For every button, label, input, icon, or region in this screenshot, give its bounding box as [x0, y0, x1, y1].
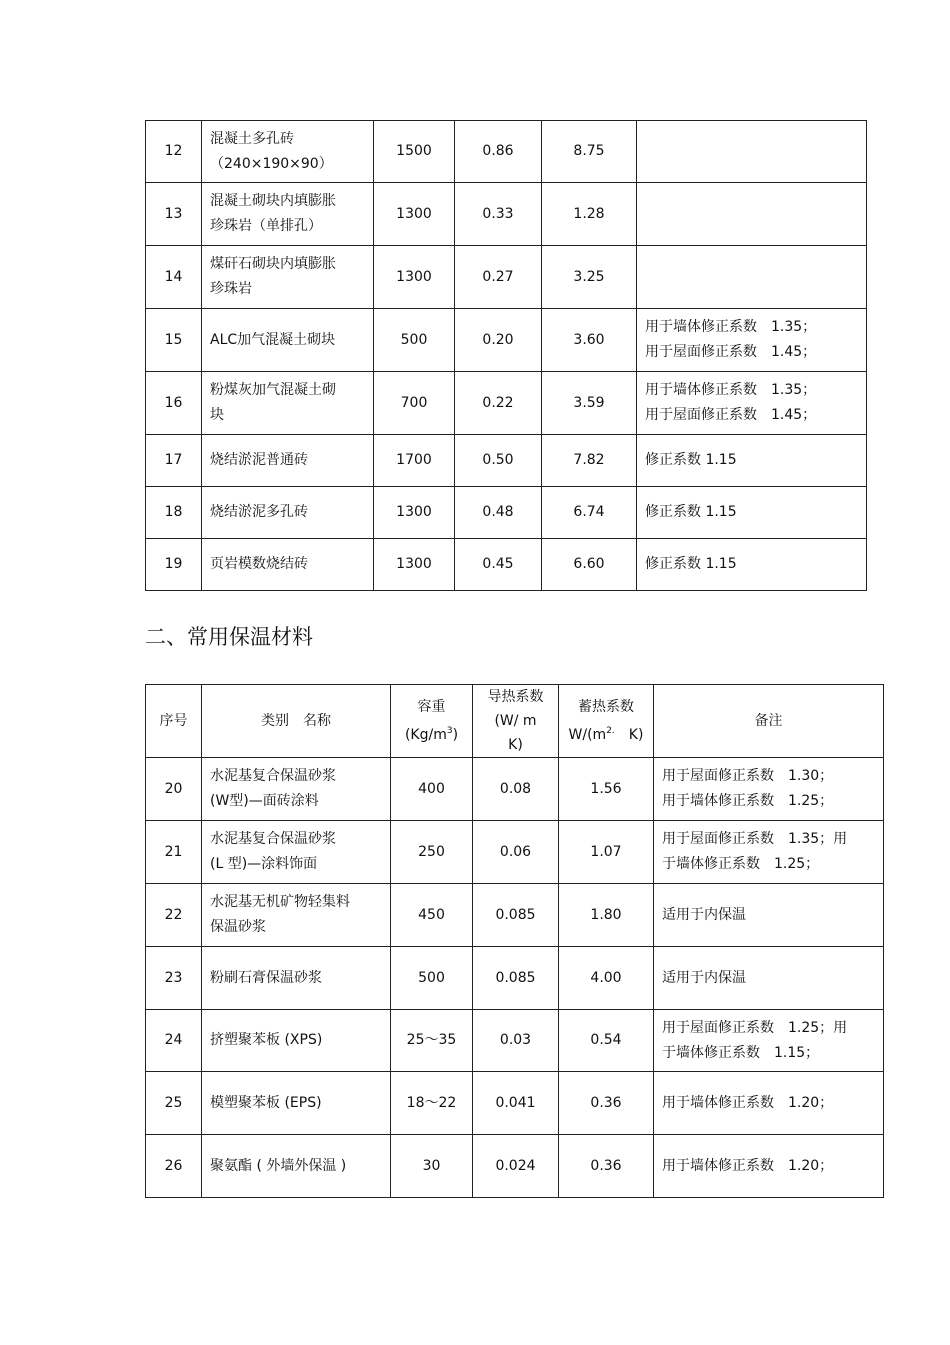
conductivity-value: 0.041: [473, 1072, 559, 1135]
storage-value: 6.60: [542, 539, 637, 591]
header-conductivity-unit: (W/ m K): [494, 713, 551, 753]
material-name: ALC加气混凝土砌块: [202, 309, 374, 372]
row-number: 21: [146, 821, 202, 884]
material-name: 烧结淤泥多孔砖: [202, 487, 374, 539]
note-text: 适用于内保温: [654, 947, 884, 1010]
note-text: 用于墙体修正系数 1.20；: [654, 1072, 884, 1135]
table-row: [146, 1010, 884, 1072]
row-number: 18: [146, 487, 202, 539]
conductivity-value: 0.86: [455, 121, 542, 183]
storage-value: 1.56: [559, 758, 654, 821]
density-value: 1500: [374, 121, 455, 183]
conductivity-value: 0.06: [473, 821, 559, 884]
conductivity-value: 0.33: [455, 183, 542, 246]
conductivity-value: 0.085: [473, 947, 559, 1010]
material-name: 烧结淤泥普通砖: [202, 435, 374, 487]
material-name: 煤矸石砌块内填膨胀 珍珠岩: [202, 246, 374, 309]
storage-value: 1.80: [559, 884, 654, 947]
note-text: [637, 246, 867, 309]
row-number: 24: [146, 1010, 202, 1072]
density-value: 1300: [374, 183, 455, 246]
table-row: [146, 121, 867, 183]
table-row: [146, 539, 867, 591]
conductivity-value: 0.20: [455, 309, 542, 372]
header-conductivity: [473, 685, 559, 758]
material-name: 粉煤灰加气混凝土砌 块: [202, 372, 374, 435]
table-row: [146, 309, 867, 372]
storage-value: 1.28: [542, 183, 637, 246]
table-row: [146, 183, 867, 246]
note-text: [637, 121, 867, 183]
material-name: 水泥基复合保温砂浆 (L 型)—涂料饰面: [202, 821, 391, 884]
conductivity-value: 0.50: [455, 435, 542, 487]
note-text: 适用于内保温: [654, 884, 884, 947]
header-density-label: 容重: [417, 699, 446, 715]
header-note: 备注: [654, 685, 884, 758]
row-number: 23: [146, 947, 202, 1010]
density-value: 400: [391, 758, 473, 821]
density-value: 1300: [374, 539, 455, 591]
storage-value: 3.25: [542, 246, 637, 309]
note-text: 用于屋面修正系数 1.25；用 于墙体修正系数 1.15；: [654, 1010, 884, 1072]
density-value: 500: [374, 309, 455, 372]
table-header-row: [146, 685, 884, 758]
note-text: [637, 183, 867, 246]
note-text: 用于屋面修正系数 1.30； 用于墙体修正系数 1.25；: [654, 758, 884, 821]
note-text: 修正系数 1.15: [637, 435, 867, 487]
table-row: [146, 1135, 884, 1198]
wall-materials-table: [145, 120, 867, 591]
header-conductivity-label: 导热系数: [487, 689, 544, 705]
row-number: 25: [146, 1072, 202, 1135]
conductivity-value: 0.22: [455, 372, 542, 435]
table-row: [146, 246, 867, 309]
note-text: 用于墙体修正系数 1.35； 用于屋面修正系数 1.45；: [637, 309, 867, 372]
storage-value: 0.36: [559, 1135, 654, 1198]
conductivity-value: 0.08: [473, 758, 559, 821]
header-storage-label: 蓄热系数: [578, 699, 634, 715]
density-value: 25～35: [391, 1010, 473, 1072]
note-text: 用于屋面修正系数 1.35；用 于墙体修正系数 1.25；: [654, 821, 884, 884]
density-value: 250: [391, 821, 473, 884]
material-name: 粉刷石膏保温砂浆: [202, 947, 391, 1010]
insulation-materials-table: [145, 684, 884, 1198]
note-text: 用于墙体修正系数 1.35； 用于屋面修正系数 1.45；: [637, 372, 867, 435]
material-name: 水泥基无机矿物轻集料 保温砂浆: [202, 884, 391, 947]
note-text: 用于墙体修正系数 1.20；: [654, 1135, 884, 1198]
material-name: 混凝土砌块内填膨胀 珍珠岩（单排孔）: [202, 183, 374, 246]
density-value: 700: [374, 372, 455, 435]
table-row: [146, 487, 867, 539]
density-value: 1300: [374, 487, 455, 539]
row-number: 26: [146, 1135, 202, 1198]
material-name: 水泥基复合保温砂浆 (W型)—面砖涂料: [202, 758, 391, 821]
storage-value: 0.54: [559, 1010, 654, 1072]
table-row: [146, 1072, 884, 1135]
header-storage: [559, 685, 654, 758]
row-number: 22: [146, 884, 202, 947]
row-number: 15: [146, 309, 202, 372]
table-row: [146, 435, 867, 487]
note-text: 修正系数 1.15: [637, 487, 867, 539]
material-name: 页岩模数烧结砖: [202, 539, 374, 591]
row-number: 20: [146, 758, 202, 821]
row-number: 19: [146, 539, 202, 591]
material-name: 挤塑聚苯板 (XPS): [202, 1010, 391, 1072]
material-name: 模塑聚苯板 (EPS): [202, 1072, 391, 1135]
conductivity-value: 0.45: [455, 539, 542, 591]
header-no: 序号: [146, 685, 202, 758]
row-number: 17: [146, 435, 202, 487]
header-density: [391, 685, 473, 758]
header-density-unit: $(Kg/m^3)$: [404, 726, 459, 743]
note-text: 修正系数 1.15: [637, 539, 867, 591]
insulation-materials-table-body: [146, 758, 884, 1198]
table-row: [146, 821, 884, 884]
density-value: 500: [391, 947, 473, 1010]
table-row: [146, 947, 884, 1010]
storage-value: 3.60: [542, 309, 637, 372]
density-value: 1300: [374, 246, 455, 309]
header-storage-unit: $W/(m^{2.}$ K): [568, 726, 644, 743]
conductivity-value: 0.03: [473, 1010, 559, 1072]
conductivity-value: 0.48: [455, 487, 542, 539]
row-number: 14: [146, 246, 202, 309]
conductivity-value: 0.024: [473, 1135, 559, 1198]
density-value: 30: [391, 1135, 473, 1198]
table-row: [146, 884, 884, 947]
material-name: 聚氨酯 ( 外墙外保温 ): [202, 1135, 391, 1198]
row-number: 13: [146, 183, 202, 246]
table-row: [146, 758, 884, 821]
storage-value: 3.59: [542, 372, 637, 435]
storage-value: 8.75: [542, 121, 637, 183]
section-title: 二、常用保温材料: [145, 625, 313, 649]
wall-materials-table-body: [146, 121, 867, 591]
table-row: [146, 372, 867, 435]
material-name: 混凝土多孔砖 （240×190×90）: [202, 121, 374, 183]
storage-value: 6.74: [542, 487, 637, 539]
storage-value: 1.07: [559, 821, 654, 884]
density-value: 1700: [374, 435, 455, 487]
row-number: 16: [146, 372, 202, 435]
row-number: 12: [146, 121, 202, 183]
storage-value: 0.36: [559, 1072, 654, 1135]
density-value: 450: [391, 884, 473, 947]
storage-value: 7.82: [542, 435, 637, 487]
density-value: 18～22: [391, 1072, 473, 1135]
storage-value: 4.00: [559, 947, 654, 1010]
conductivity-value: 0.085: [473, 884, 559, 947]
conductivity-value: 0.27: [455, 246, 542, 309]
header-name: 类别 名称: [202, 685, 391, 758]
